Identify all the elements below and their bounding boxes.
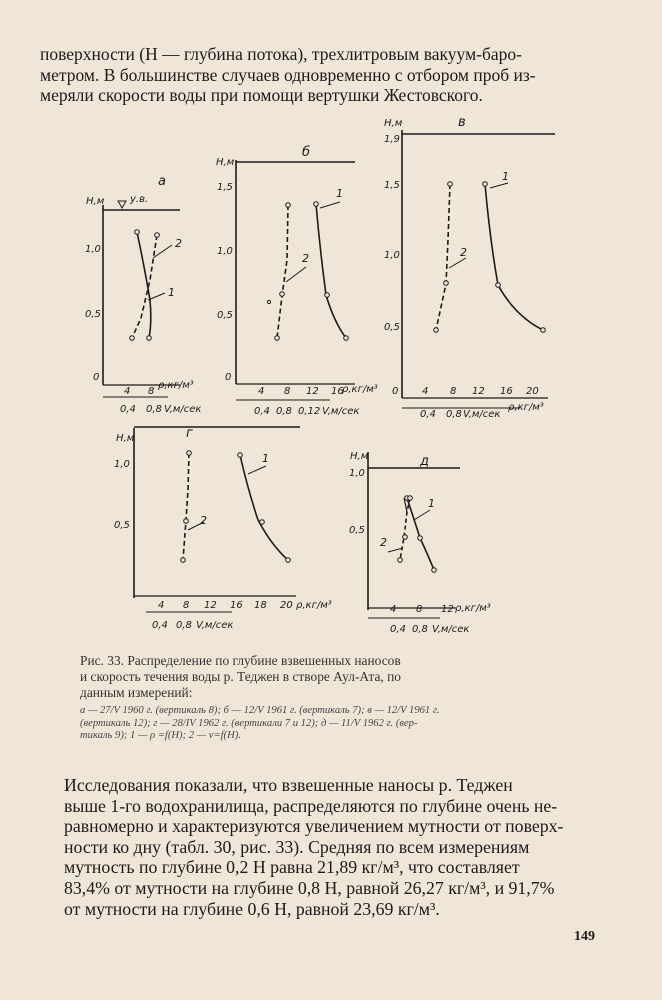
curve-label: 2 [460,246,467,259]
x-tick-label: 12 [472,386,485,397]
leader-line [148,293,165,300]
data-point [448,182,453,187]
x-tick-label: 4 [258,386,265,397]
x-tick-label: 20 [526,386,539,397]
data-point [280,292,285,297]
y-tick-label: 1,5 [217,182,233,193]
leader-line [248,466,266,474]
curve-2 [400,498,410,560]
leader-line [490,183,508,188]
y-axis-label: Н,м [350,451,369,462]
data-point [408,496,413,501]
y-axis-label: Н,м [384,118,403,129]
x-tick-label: 18 [254,600,267,611]
x-axis-label: V,м/сек [463,409,501,420]
x-tick-label: 0,8 [412,624,428,635]
legend-line: (вертикаль 12); г — 28/IV 1962 г. (вертикали 7 и 12); д — 11/V 1962 г. (вер- [80,717,418,729]
curve-label: 1 [428,497,435,510]
panel-g [114,426,332,631]
x-tick-label: 12 [441,604,454,615]
curve-1 [316,204,346,338]
y-tick-label: 0 [392,386,399,397]
leader-line [320,202,340,208]
x-tick-label: 0,4 [152,620,168,631]
curve-label: 1 [502,170,509,183]
leader-line [286,267,306,282]
x-tick-label: 8 [148,386,155,397]
x-tick-label: 16 [500,386,513,397]
x-tick-label: 8 [183,600,190,611]
data-point [432,568,437,573]
leader-line [414,510,430,520]
y-tick-label: 1,9 [384,134,400,145]
panel-label: б [302,145,311,160]
x-axis-label: ρ,кг/м³ [508,402,544,413]
x-tick-label: 4 [390,604,397,615]
x-axis-label: V,м/сек [432,624,470,635]
x-tick-label: 0,4 [420,409,436,420]
text-line: 83,4% от мутности на глубине 0,8 H, равной 26,27 кг/м³, и 91,7% [64,877,555,898]
y-tick-label: 1,0 [114,459,130,470]
panel-label: д [420,454,429,469]
x-axis-label: ρ,кг/м³ [455,603,491,614]
data-point [184,519,189,524]
data-point [403,535,408,540]
curve-label: 1 [168,286,175,299]
legend-line: тикаль 9); 1 — ρ =f(H); 2 — v=f(H). [80,730,241,742]
y-tick-label: 1,0 [384,250,400,261]
data-point [135,230,140,235]
data-point [344,336,349,341]
data-point [267,300,270,303]
curve-1 [240,455,288,560]
x-axis-label: ρ,кг/м³ [296,600,332,611]
data-point [398,558,403,563]
data-point [181,558,186,563]
text-line: равномерно и характеризуются увеличением мутности от поверх- [64,816,564,837]
y-axis-label: Н,м [86,196,105,207]
x-tick-label: 0,8 [146,404,162,415]
x-tick-label: 16 [230,600,243,611]
x-tick-label: 4 [124,386,131,397]
text-line: мутность по глубине 0,2 H равна 21,89 кг/м³, что составляет [64,857,520,878]
x-tick-label: 8 [416,604,423,615]
panel-label: г [186,426,193,441]
data-point [155,233,160,238]
y-tick-label: 0,5 [85,309,101,320]
y-tick-label: 0,5 [384,322,400,333]
x-axis-label: V,м/сек [196,620,234,631]
y-tick-label: 0,5 [349,525,365,536]
text-line: от мутности на глубине 0,6 H, равной 23,69 кг/м³. [64,898,440,919]
y-tick-label: 0 [225,372,232,383]
curve-2 [277,205,288,338]
data-point [187,451,192,456]
data-point [314,202,319,207]
water-surface-marker [118,201,126,208]
x-tick-label: 16 [331,386,344,397]
data-point [325,293,330,298]
panel-label: в [458,115,466,130]
panel-a [85,174,201,415]
curve-label: 2 [302,252,309,265]
legend-line: а — 27/V 1960 г. (вертикаль 8); б — 12/V 1961 г. (вертикаль 7); в — 12/V 1961 г. [80,705,440,716]
x-axis-label: V,м/сек [164,404,202,415]
data-point [147,336,152,341]
x-tick-label: 12 [204,600,217,611]
data-point [444,281,449,286]
x-tick-label: 12 [306,386,319,397]
y-tick-label: 0,5 [217,310,233,321]
data-point [496,283,501,288]
curve-1 [485,184,543,330]
figure-legend [80,705,600,743]
y-tick-label: 0 [93,372,100,383]
x-axis-label: ρ,кг/м³ [342,384,378,395]
x-tick-label: 8 [450,386,457,397]
y-tick-label: 1,5 [384,180,400,191]
curve-2 [132,235,157,338]
data-point [260,520,265,525]
leader-line [449,258,466,268]
y-axis-label: Н,м [216,157,235,168]
page-number: 149 [574,929,595,944]
x-tick-label: 4 [158,600,165,611]
text-line: метром. В большинстве случаев одновременно с отбором проб из- [40,64,536,85]
curve-label: 2 [200,514,207,527]
curve-label: 2 [175,237,182,250]
data-point [483,182,488,187]
data-point [434,328,439,333]
caption-line: Рис. 33. Распределение по глубине взвешенных наносов [80,653,401,668]
data-point [541,328,546,333]
data-point [418,536,423,541]
panel-v [384,115,555,420]
curve-label: 2 [380,536,387,549]
body-paragraph [64,775,612,919]
curve-2 [183,453,189,560]
caption-line: данным измерений: [80,685,193,700]
data-point [238,453,243,458]
surface-label: у.в. [130,194,149,205]
panel-d [349,451,491,635]
x-tick-label: 0,8 [276,406,292,417]
data-point [286,558,291,563]
x-axis-label: ρ,кг/м³ [158,380,194,391]
text-line: поверхности (H — глубина потока), трехлитровым вакуум-баро- [40,44,522,64]
x-tick-label: 20 [280,600,293,611]
text-line: меряли скорости воды при помощи вертушки Жестовского. [40,85,483,105]
data-point [275,336,280,341]
leader-line [388,548,403,552]
y-tick-label: 1,0 [85,244,101,255]
x-tick-label: 0,12 [298,406,321,417]
figure-caption [80,653,600,701]
y-tick-label: 1,0 [217,246,233,257]
panel-b [216,145,378,417]
caption-line: и скорость течения воды р. Теджен в створе Аул-Ата, по [80,669,401,684]
panel-label: а [158,174,166,189]
curve-label: 1 [262,452,269,465]
x-tick-label: 4 [422,386,429,397]
y-tick-label: 1,0 [349,468,365,479]
x-tick-label: 0,4 [120,404,136,415]
x-tick-label: 0,8 [446,409,462,420]
text-line: Исследования показали, что взвешенные наносы р. Теджен [64,775,513,795]
data-point [286,203,291,208]
x-tick-label: 0,4 [254,406,270,417]
text-line: ности ко дну (табл. 30, рис. 33). Средняя по всем измерениям [64,836,530,857]
y-tick-label: 0,5 [114,520,130,531]
x-tick-label: 0,8 [176,620,192,631]
curve-label: 1 [336,187,343,200]
curve-2 [436,184,450,330]
x-tick-label: 8 [284,386,291,397]
x-axis-label: V,м/сек [322,406,360,417]
y-axis-label: Н,м [116,433,135,444]
data-point [130,336,135,341]
text-line: выше 1-го водохранилища, распределяются по глубине очень не- [64,795,558,816]
x-tick-label: 0,4 [390,624,406,635]
